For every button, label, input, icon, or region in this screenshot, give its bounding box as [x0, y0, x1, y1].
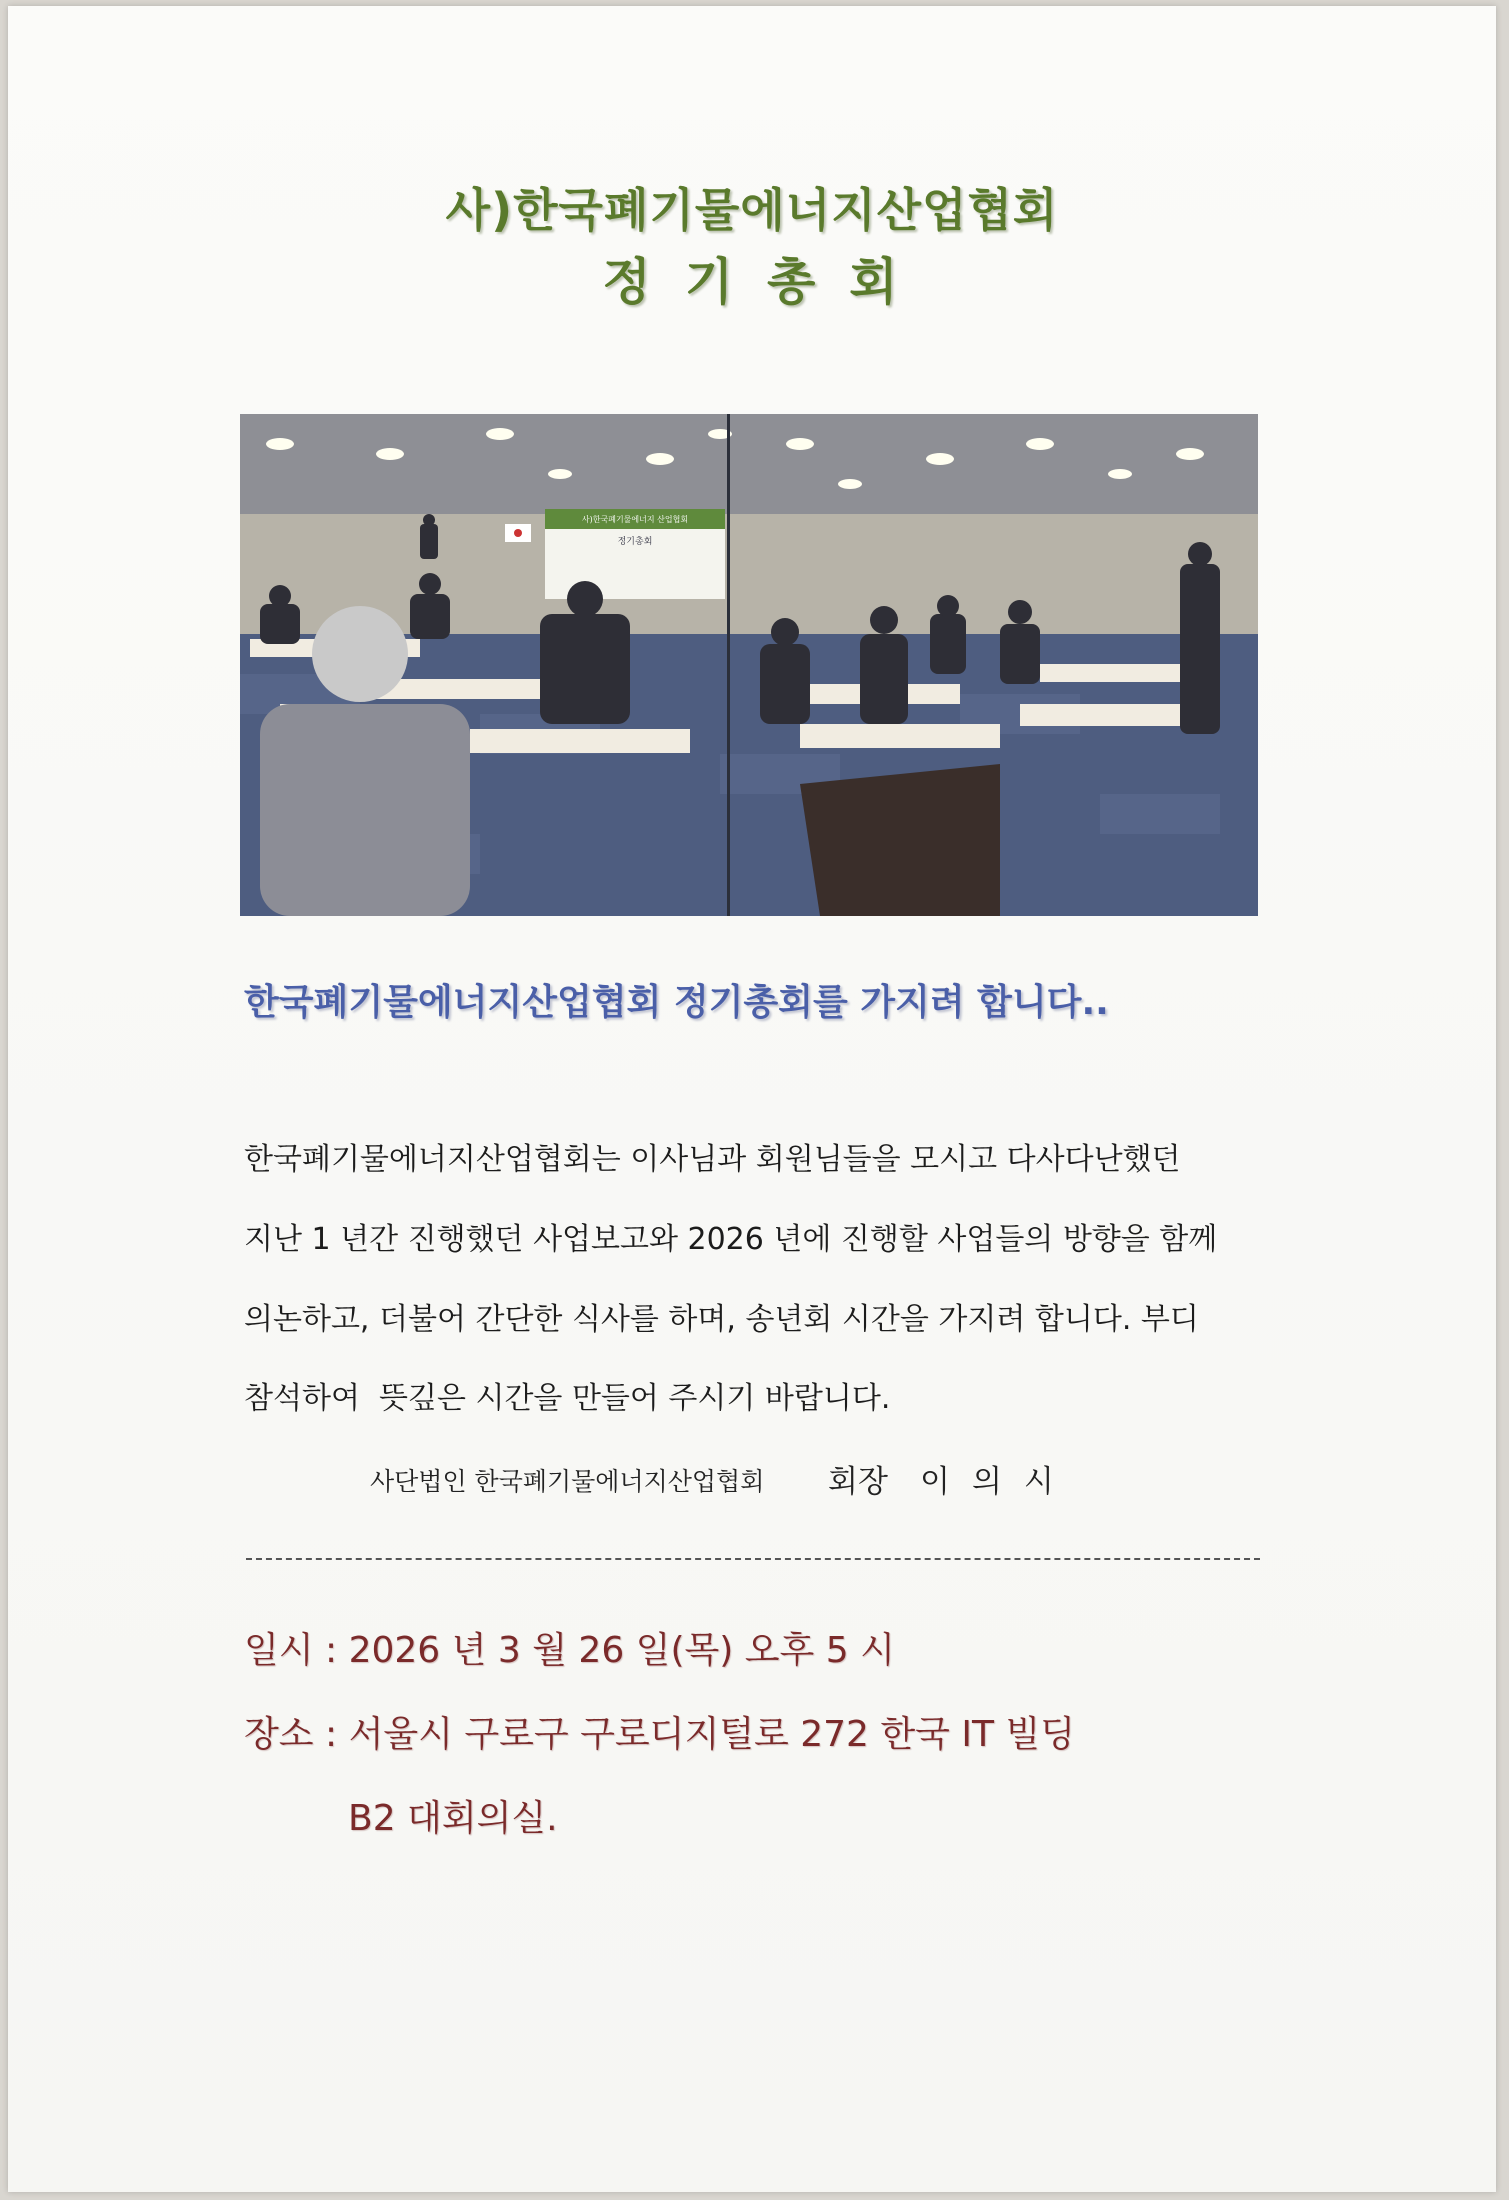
headline: 한국폐기물에너지산업협회 정기총회를 가지려 합니다.. — [244, 982, 1109, 1023]
signature-name: 이의시 — [920, 1464, 1076, 1500]
invitation-page — [8, 6, 1496, 2192]
body-line-3: 의논하고, 더불어 간단한 식사를 하며, 송년회 시간을 가지려 합니다. 부디 — [244, 1302, 1199, 1337]
event-place-room: B2 대회의실. — [348, 1798, 558, 1839]
association-title: 사)한국폐기물에너지산업협회 — [445, 183, 1059, 237]
body-line-4: 참석하여 뜻깊은 시간을 만들어 주시기 바랍니다. — [244, 1381, 891, 1416]
dashed-divider — [246, 1558, 1260, 1560]
event-place: 장소 : 서울시 구로구 구로디지털로 272 한국 IT 빌딩 — [244, 1714, 1075, 1755]
meeting-photo — [240, 414, 1258, 916]
body-line-1: 한국폐기물에너지산업협회는 이사님과 회원님들을 모시고 다사다난했던 — [244, 1142, 1181, 1177]
meeting-photo-icon — [240, 414, 1258, 916]
event-datetime: 일시 : 2026 년 3 월 26 일(목) 오후 5 시 — [244, 1630, 895, 1671]
signature-org: 사단법인 한국폐기물에너지산업협회 — [370, 1467, 765, 1496]
body-line-2: 지난 1 년간 진행했던 사업보고와 2026 년에 진행할 사업들의 방향을 함께 — [244, 1222, 1218, 1257]
signature-position: 회장 — [828, 1464, 888, 1500]
event-title: 정기총회 — [602, 253, 932, 311]
screen-text-2: 정기총회 — [617, 537, 653, 547]
screen-text-1: 사)한국폐기물에너지 산업협회 — [581, 515, 689, 524]
